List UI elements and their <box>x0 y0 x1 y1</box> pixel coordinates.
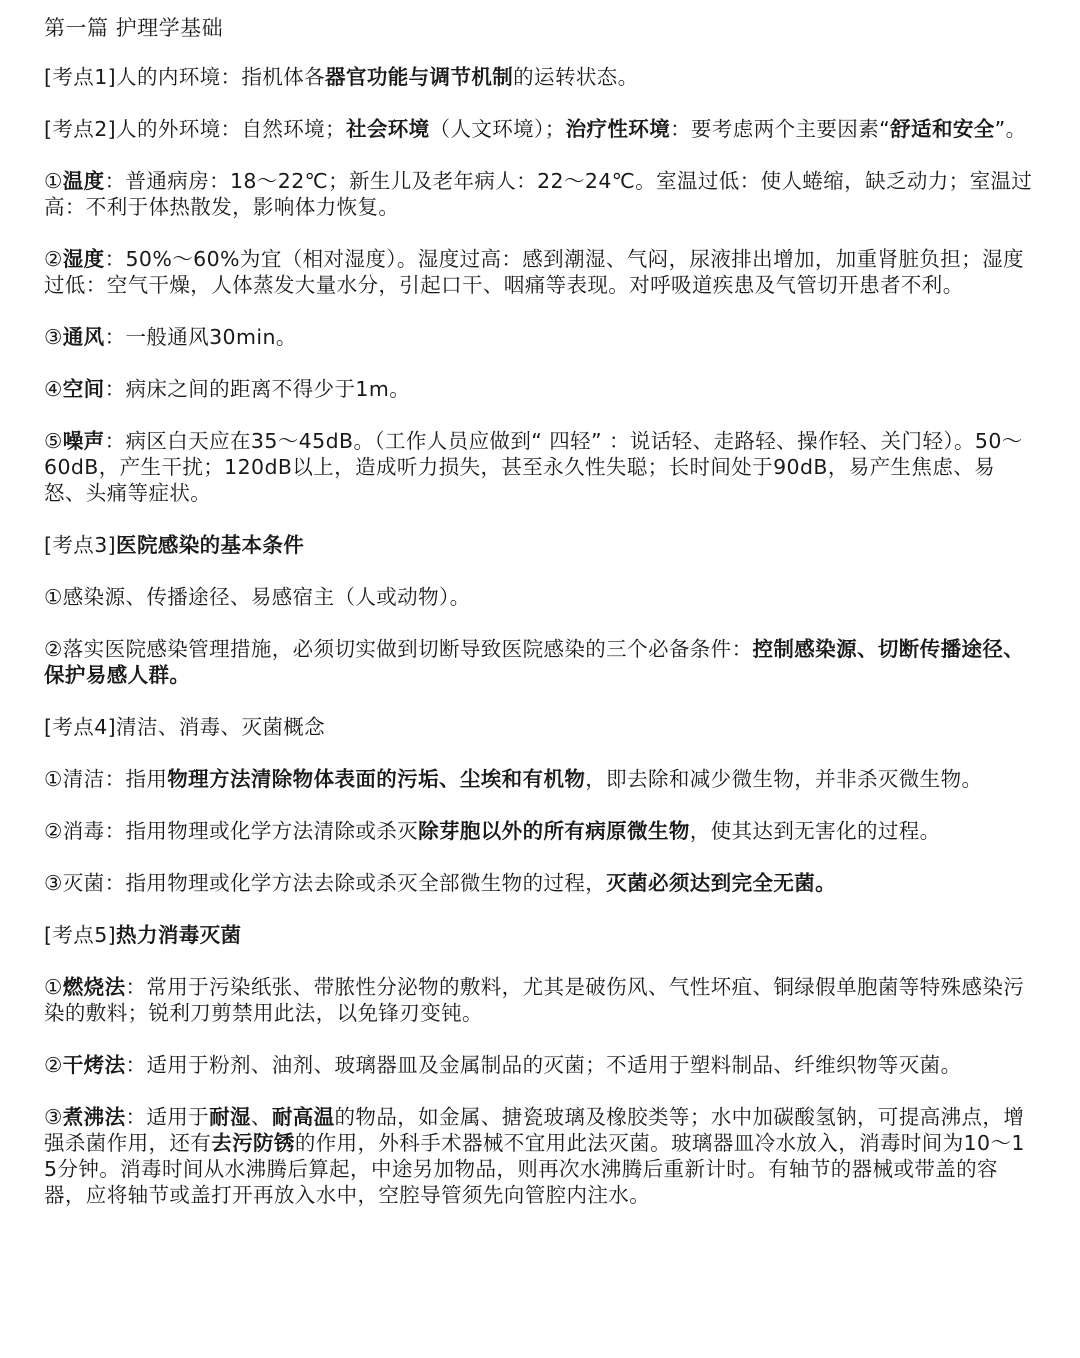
text-segment: ：适用于粉剂、油剂、玻璃器皿及金属制品的灭菌；不适用于塑料制品、纤维织物等灭菌。 <box>125 1053 962 1077</box>
bold-text: 社会环境 <box>345 117 430 141</box>
paragraph-p5 <box>44 324 1036 350</box>
bold-text: 治疗性环境 <box>565 117 671 141</box>
text-segment: ③ <box>44 1105 63 1129</box>
text-segment: ：适用于 <box>125 1105 210 1129</box>
text-segment: ①清洁：指用 <box>44 767 168 791</box>
text-segment: ③ <box>44 325 63 349</box>
paragraph-p1 <box>44 64 1036 90</box>
paragraph-p6 <box>44 376 1036 402</box>
text-segment: ⑤ <box>44 429 63 453</box>
text-segment: ：病床之间的距离不得少于1m。 <box>104 377 411 401</box>
bold-text: 煮沸法 <box>62 1105 126 1129</box>
text-segment: [考点5] <box>44 923 117 947</box>
bold-text: 控制感染源、切断传播途径、保护易感人群。 <box>44 637 1025 687</box>
text-segment: ：常用于污染纸张、带脓性分泌物的敷料，尤其是破伤风、气性坏疽、铜绿假单胞菌等特殊感染污染的敷料；锐利刀剪禁用此法，以免锋刃变钝。 <box>44 975 1025 1025</box>
text-segment: ② <box>44 247 63 271</box>
paragraph-p3 <box>44 168 1036 220</box>
text-segment: ，使其达到无害化的过程。 <box>689 819 941 843</box>
paragraph-p2 <box>44 116 1036 142</box>
bold-text: 耐湿 <box>209 1105 251 1129</box>
paragraph-p12 <box>44 766 1036 792</box>
paragraph-p7 <box>44 428 1036 506</box>
bold-text: 灭菌必须达到完全无菌。 <box>606 871 837 895</box>
paragraph-p16 <box>44 974 1036 1026</box>
paragraph-p17 <box>44 1052 1036 1078</box>
bold-text: 空间 <box>62 377 105 401</box>
text-segment: 、 <box>250 1105 272 1129</box>
text-segment: ：普通病房：18～22℃；新生儿及老年病人：22～24℃。室温过低：使人蜷缩，缺乏动力；室温过高：不利于体热散发，影响体力恢复。 <box>44 169 1033 219</box>
bold-text: 温度 <box>62 169 105 193</box>
text-segment: 的运转状态。 <box>513 65 639 89</box>
paragraph-p14 <box>44 870 1036 896</box>
bold-text: 噪声 <box>62 429 105 453</box>
bold-text: 医院感染的基本条件 <box>116 533 305 557</box>
text-segment: [考点4]清洁、消毒、灭菌概念 <box>44 715 326 739</box>
chapter-title: 第一篇 护理学基础 <box>44 16 224 40</box>
bold-text: 耐高温 <box>271 1105 335 1129</box>
paragraph-p13 <box>44 818 1036 844</box>
text-segment: ：50%～60%为宜（相对湿度）。湿度过高：感到潮湿、气闷，尿液排出增加，加重肾脏负担；湿度过低：空气干燥，人体蒸发大量水分，引起口干、咽痛等表现。对呼吸道疾患及气管切开患者不利。 <box>44 247 1024 297</box>
paragraph-p18 <box>44 1104 1036 1208</box>
text-segment: ①感染源、传播途径、易感宿主（人或动物）。 <box>44 585 471 609</box>
paragraph-p8 <box>44 532 1036 558</box>
text-segment: ”。 <box>994 117 1027 141</box>
text-segment: 的物品，如金属、搪瓷玻璃及橡胶类等；水中加碳酸氢钠，可提高沸点，增强杀菌作用，还有 <box>44 1105 1025 1155</box>
text-segment: ② <box>44 1053 63 1077</box>
text-segment: [考点3] <box>44 533 117 557</box>
text-segment: ③灭菌：指用物理或化学方法去除或杀灭全部微生物的过程， <box>44 871 607 895</box>
bold-text: 物理方法清除物体表面的污垢、尘埃和有机物 <box>167 767 586 791</box>
text-segment: ：一般通风30min。 <box>104 325 297 349</box>
bold-text: 热力消毒灭菌 <box>116 923 242 947</box>
bold-text: 去污防锈 <box>211 1131 295 1155</box>
bold-text: 湿度 <box>62 247 105 271</box>
text-segment: ④ <box>44 377 63 401</box>
text-segment: ：要考虑两个主要因素“ <box>670 117 891 141</box>
bold-text: 干烤法 <box>62 1053 126 1077</box>
bold-text: 燃烧法 <box>62 975 126 999</box>
text-segment: 的作用，外科手术器械不宜用此法灭菌。玻璃器皿冷水放入，消毒时间为10～15分钟。消毒时间从水沸腾后算起，中途另加物品，则再次水沸腾后重新计时。有轴节的器械或带盖的容器，应将轴节或盖打开再放入水中，空腔导管须先向管腔内注水。 <box>44 1131 1025 1207</box>
text-segment: ① <box>44 975 63 999</box>
text-segment: ②消毒：指用物理或化学方法清除或杀灭 <box>44 819 419 843</box>
text-segment: （人文环境）； <box>429 117 566 141</box>
text-segment: ②落实医院感染管理措施，必须切实做到切断导致医院感染的三个必备条件： <box>44 637 753 661</box>
bold-text: 通风 <box>62 325 105 349</box>
text-segment: ：病区白天应在35～45dB。（工作人员应做到“ 四轻” ：说话轻、走路轻、操作轻、关门轻）。50～60dB，产生干扰；120dB以上，造成听力损失，甚至永久性失聪；长时间处于90dB，易产生焦虑、易怒、头痛等症状。 <box>44 429 1023 505</box>
paragraph-p15 <box>44 922 1036 948</box>
document-body <box>44 64 1036 1208</box>
bold-text: 器官功能与调节机制 <box>325 65 514 89</box>
paragraph-p11 <box>44 714 1036 740</box>
paragraph-p4 <box>44 246 1036 298</box>
text-segment: [考点2]人的外环境：自然环境； <box>44 117 346 141</box>
bold-text: 舒适和安全 <box>890 117 995 141</box>
text-segment: ① <box>44 169 63 193</box>
text-segment: ，即去除和减少微生物，并非杀灭微生物。 <box>585 767 983 791</box>
paragraph-p9 <box>44 584 1036 610</box>
text-segment: [考点1]人的内环境：指机体各 <box>44 65 326 89</box>
paragraph-p10 <box>44 636 1036 688</box>
bold-text: 除芽胞以外的所有病原微生物 <box>418 819 690 843</box>
